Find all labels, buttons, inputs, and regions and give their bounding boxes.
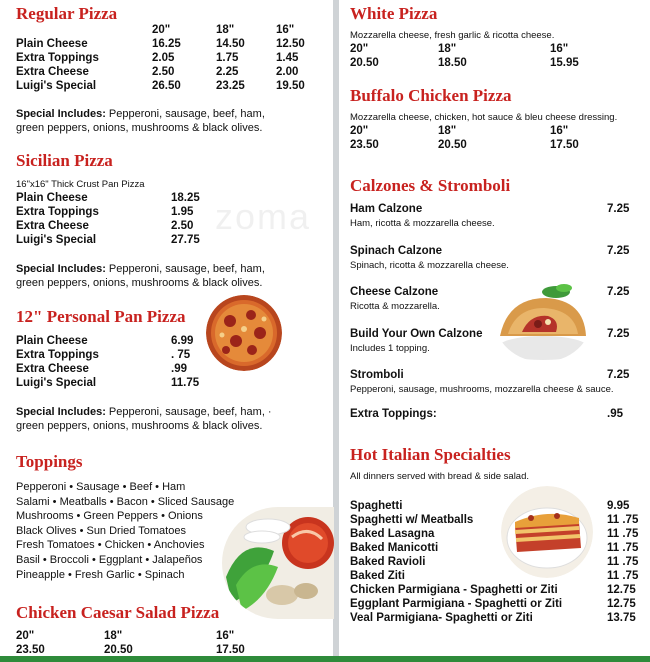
personal-special-line2: green peppers, onions, mushrooms & black olives. xyxy=(16,420,263,432)
hot-item-name: Baked Ziti xyxy=(350,570,405,582)
pizza-photo xyxy=(206,295,282,371)
white-pizza-title: White Pizza xyxy=(350,4,438,23)
hot-item-name: Spaghetti xyxy=(350,500,403,512)
personal-special-line1: Pepperoni, sausage, beef, ham, · xyxy=(105,406,272,418)
regular-special xyxy=(16,107,265,121)
sicilian-special xyxy=(16,262,265,276)
sicilian-row-name: Luigi's Special xyxy=(16,234,97,246)
toppings-line: Fresh Tomatoes • Chicken • Anchovies xyxy=(16,539,205,552)
buffalo-title: Buffalo Chicken Pizza xyxy=(350,86,512,105)
calzone-desc: Ham, ricotta & mozzarella cheese. xyxy=(350,218,495,229)
extra-toppings-label: Extra Toppings: xyxy=(350,408,437,420)
calzone-photo xyxy=(494,274,592,362)
hot-italian-title: Hot Italian Specialties xyxy=(350,445,511,464)
hot-item-name: Baked Lasagna xyxy=(350,528,435,540)
buffalo-size-16: 16" xyxy=(550,125,569,137)
sicilian-row-price: 27.75 xyxy=(171,234,200,246)
hot-item-price: 11 .75 xyxy=(607,570,639,582)
white-price-20: 20.50 xyxy=(350,57,379,69)
watermark: zoma xyxy=(215,196,312,237)
caesar-title: Chicken Caesar Salad Pizza xyxy=(16,603,220,622)
personal-row-price: .99 xyxy=(171,363,187,375)
sicilian-special-line2: green peppers, onions, mushrooms & black olives. xyxy=(16,277,263,289)
hot-item-price: 11 .75 xyxy=(607,528,639,540)
hot-item-price: 11 .75 xyxy=(607,514,639,526)
regular-row-price: 2.00 xyxy=(276,66,299,78)
extra-toppings-price: .95 xyxy=(607,408,623,420)
toppings-title: Toppings xyxy=(16,452,83,471)
personal-row-name: Extra Cheese xyxy=(16,363,89,375)
personal-special xyxy=(16,405,272,419)
regular-row-name: Plain Cheese xyxy=(16,38,88,50)
regular-row-price: 14.50 xyxy=(216,38,245,50)
regular-row-price: 12.50 xyxy=(276,38,305,50)
personal-row-name: Luigi's Special xyxy=(16,377,97,389)
regular-row-price: 2.50 xyxy=(152,66,175,78)
personal-row-price: 11.75 xyxy=(171,377,200,389)
regular-row-price: 23.25 xyxy=(216,80,245,92)
hot-item-name: Veal Parmigiana- Spaghetti or Ziti xyxy=(350,612,533,624)
regular-row-price: 19.50 xyxy=(276,80,305,92)
caesar-size-18: 18" xyxy=(104,630,123,642)
regular-row-name: Extra Cheese xyxy=(16,66,89,78)
toppings-line: Black Olives • Sun Dried Tomatoes xyxy=(16,524,186,537)
caesar-size-20: 20" xyxy=(16,630,35,642)
personal-row-price: 6.99 xyxy=(171,335,194,347)
lasagna-photo xyxy=(501,486,593,578)
calzone-price: 7.25 xyxy=(607,244,630,257)
hot-item-name: Baked Ravioli xyxy=(350,556,426,568)
hot-italian-desc: All dinners served with bread & side salad. xyxy=(350,471,530,482)
calzone-name: Ham Calzone xyxy=(350,203,423,215)
vegetables-icon xyxy=(222,507,334,619)
personal-row-name: Plain Cheese xyxy=(16,335,88,347)
toppings-photo xyxy=(222,507,334,619)
hot-item-price: 9.95 xyxy=(607,500,630,512)
hot-item-price: 11 .75 xyxy=(607,556,639,568)
caesar-price-20: 23.50 xyxy=(16,644,45,656)
white-size-20: 20" xyxy=(350,43,369,55)
sicilian-desc: 16"x16" Thick Crust Pan Pizza xyxy=(16,179,145,190)
hot-item-name: Spaghetti w/ Meatballs xyxy=(350,514,474,526)
personal-special-label: Special Includes: xyxy=(16,406,106,418)
regular-size-18: 18" xyxy=(216,24,235,36)
caesar-price-18: 20.50 xyxy=(104,644,133,656)
regular-row-price: 26.50 xyxy=(152,80,181,92)
toppings-line: Mushrooms • Green Peppers • Onions xyxy=(16,510,203,523)
regular-row-price: 2.05 xyxy=(152,52,175,64)
regular-special-line2: green peppers, onions, mushrooms & black olives. xyxy=(16,122,263,134)
buffalo-size-20: 20" xyxy=(350,125,369,137)
hot-item-price: 11 .75 xyxy=(607,542,639,554)
personal-row-price: . 75 xyxy=(171,349,191,361)
regular-special-line1: Pepperoni, sausage, beef, ham, xyxy=(105,108,265,120)
hot-item-name: Chicken Parmigiana - Spaghetti or Ziti xyxy=(350,584,558,596)
buffalo-price-18: 20.50 xyxy=(438,139,467,151)
regular-size-16: 16" xyxy=(276,24,295,36)
toppings-line: Basil • Broccoli • Eggplant • Jalapeños xyxy=(16,554,203,566)
hot-item-price: 12.75 xyxy=(607,598,636,610)
personal-pan-title: 12" Personal Pan Pizza xyxy=(16,307,186,326)
white-size-18: 18" xyxy=(438,43,457,55)
calzone-price: 7.25 xyxy=(607,369,630,381)
buffalo-price-20: 23.50 xyxy=(350,139,379,151)
hot-item-name: Baked Manicotti xyxy=(350,542,439,554)
hot-item-price: 12.75 xyxy=(607,584,636,596)
toppings-line: Salami • Meatballs • Bacon • Sliced Sausage xyxy=(16,495,235,508)
buffalo-desc: Mozzarella cheese, chicken, hot sauce & bleu cheese dressing. xyxy=(350,112,618,123)
regular-row-price: 16.25 xyxy=(152,38,181,50)
sicilian-pizza-title: Sicilian Pizza xyxy=(16,151,113,170)
sicilian-row-name: Plain Cheese xyxy=(16,192,88,204)
calzone-desc: Pepperoni, sausage, mushrooms, mozzarella cheese & sauce. xyxy=(350,384,614,395)
pizza-icon xyxy=(206,295,282,371)
white-desc: Mozzarella cheese, fresh garlic & ricotta cheese. xyxy=(350,30,555,41)
caesar-size-16: 16" xyxy=(216,630,235,642)
regular-size-20: 20" xyxy=(152,24,171,36)
calzones-title: Calzones & Stromboli xyxy=(350,176,511,195)
sicilian-row-name: Extra Toppings xyxy=(16,206,99,218)
regular-row-price: 1.75 xyxy=(216,52,239,64)
regular-pizza-title: Regular Pizza xyxy=(16,4,118,23)
calzone-desc: Spinach, ricotta & mozzarella cheese. xyxy=(350,259,509,271)
regular-row-name: Extra Toppings xyxy=(16,52,99,64)
personal-row-name: Extra Toppings xyxy=(16,349,99,361)
calzone-name: Build Your Own Calzone xyxy=(350,327,483,340)
buffalo-price-16: 17.50 xyxy=(550,139,579,151)
white-price-18: 18.50 xyxy=(438,57,467,69)
sicilian-row-price: 18.25 xyxy=(171,192,200,204)
sicilian-special-line1: Pepperoni, sausage, beef, ham, xyxy=(105,263,265,275)
calzone-name: Spinach Calzone xyxy=(350,244,443,257)
white-price-16: 15.95 xyxy=(550,57,579,69)
lasagna-icon xyxy=(501,486,593,578)
sicilian-row-name: Extra Cheese xyxy=(16,220,89,232)
calzone-price: 7.25 xyxy=(607,203,630,215)
calzone-name: Cheese Calzone xyxy=(350,286,439,298)
regular-row-price: 1.45 xyxy=(276,52,299,64)
toppings-line: Pineapple • Fresh Garlic • Spinach xyxy=(16,568,185,581)
bottom-bar xyxy=(0,656,650,662)
calzone-price: 7.25 xyxy=(607,327,630,340)
sicilian-row-price: 2.50 xyxy=(171,220,194,232)
caesar-price-16: 17.50 xyxy=(216,644,245,656)
calzone-name: Stromboli xyxy=(350,369,404,381)
calzone-desc: Includes 1 topping. xyxy=(350,342,430,354)
regular-row-price: 2.25 xyxy=(216,66,239,78)
regular-row-name: Luigi's Special xyxy=(16,80,97,92)
sicilian-special-label: Special Includes: xyxy=(16,263,106,275)
calzone-desc: Ricotta & mozzarella. xyxy=(350,301,440,312)
hot-item-name: Eggplant Parmigiana - Spaghetti or Ziti xyxy=(350,598,563,610)
calzone-icon xyxy=(494,274,592,362)
sicilian-row-price: 1.95 xyxy=(171,206,194,218)
calzone-price: 7.25 xyxy=(607,286,630,298)
white-size-16: 16" xyxy=(550,43,569,55)
buffalo-size-18: 18" xyxy=(438,125,457,137)
hot-item-price: 13.75 xyxy=(607,612,636,624)
toppings-line: Pepperoni • Sausage • Beef • Ham xyxy=(16,481,186,493)
regular-special-label: Special Includes: xyxy=(16,108,106,120)
